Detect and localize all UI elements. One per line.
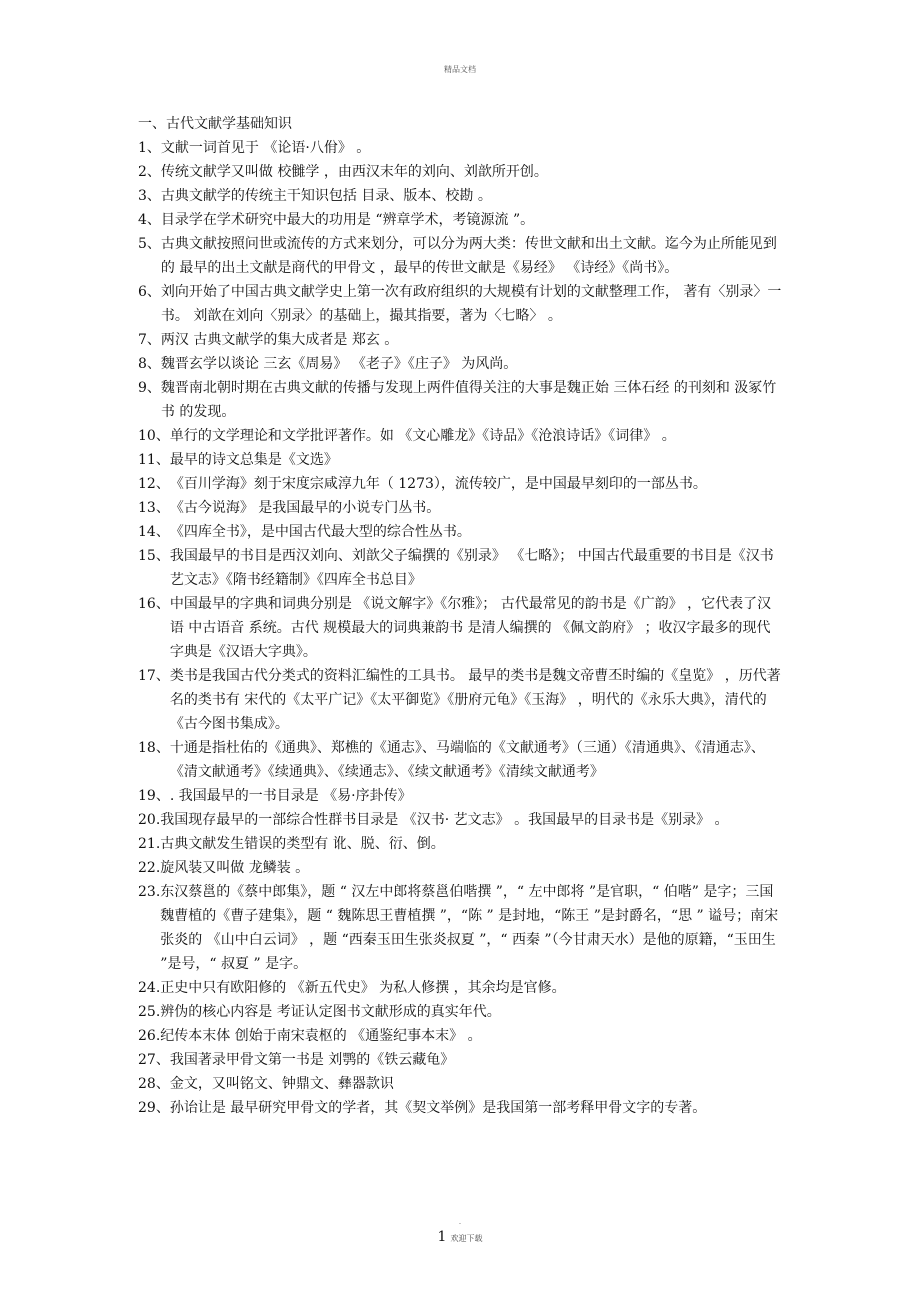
list-item [138, 208, 783, 232]
item-text: 东汉蔡邕的《蔡中郎集》，题 “ 汉左中郎将蔡邕伯喈撰 ”，“ 左中郎将 ”是官职，“ 伯喈” 是字；三国魏曹植的《曹子建集》，题 “ 魏陈思王曹植撰 ”，“陈 ” 是封地，“陈王 ”是封爵名，“思 ” 谥号；南宋张炎的 《山中白云词》 ，题 “西秦玉田生张炎叔夏 ”，“ 西秦 ”（今甘肃天水）是他的原籍，“玉田生 ”是号，“ 叔夏 ” 是字。 [160, 884, 779, 972]
list-item [138, 880, 783, 976]
list-item [138, 184, 783, 208]
item-number: 20. [138, 812, 161, 828]
item-number: 27、 [138, 1052, 170, 1068]
item-number: 19、 [138, 788, 170, 804]
list-item [138, 136, 783, 160]
list-item [138, 448, 783, 472]
item-text: 我国最早的书目是西汉刘向、刘歆父子编撰的《别录》 《七略》； 中国古代最重要的书目是《汉书艺文志》《隋书经籍制》《四库全书总目》 [169, 548, 774, 588]
item-number: 7、 [138, 332, 161, 348]
list-item [138, 280, 783, 328]
item-list [138, 136, 783, 1120]
section-title: 一、古代文献学基础知识 [138, 116, 292, 132]
item-text: 魏晋南北朝时期在古典文献的传播与发现上两件值得关注的大事是魏正始 三体石经 的刊刻和 汲冢竹书 的发现。 [160, 380, 777, 420]
item-text: 单行的文学理论和文学批评著作。如 《文心雕龙》《诗品》《沧浪诗话》《词律》 。 [169, 428, 676, 444]
list-item [138, 424, 783, 448]
item-text: 古典文献发生错误的类型有 讹、脱、衍、倒。 [160, 836, 445, 852]
item-text: 《古今说海》 是我国最早的小说专门丛书。 [169, 500, 441, 516]
list-item [138, 472, 783, 496]
item-number: 17、 [138, 668, 170, 684]
item-text: 目录学在学术研究中最大的功用是 “辨章学术，考镜源流 ”。 [160, 212, 535, 228]
list-item [138, 232, 783, 280]
list-item [138, 1072, 783, 1096]
item-text: 文献一词首见于 《论语·八佾》 。 [160, 140, 371, 156]
list-item [138, 976, 783, 1000]
list-item [138, 376, 783, 424]
item-text: 孙诒让是 最早研究甲骨文的学者，其《契文举例》是我国第一部考释甲骨文字的专著。 [169, 1100, 707, 1116]
item-text: 《百川学海》刻于宋度宗咸淳九年（ 1273），流传较广，是中国最早刻印的一部丛书。 [169, 476, 707, 492]
item-number: 15、 [138, 548, 170, 564]
item-text: 我国现存最早的一部综合性群书目录是 《汉书· 艺文志》 。我国最早的目录书是《别录》 。 [160, 812, 729, 828]
item-number: 18、 [138, 740, 170, 756]
list-item [138, 1048, 783, 1072]
list-item [138, 520, 783, 544]
item-text: 《四库全书》，是中国古代最大型的综合性丛书。 [169, 524, 471, 540]
item-text: 旋风装又叫做 龙鳞装 。 [160, 860, 310, 876]
item-number: 11、 [138, 452, 170, 468]
list-item [138, 544, 783, 592]
item-number: 26. [138, 1028, 161, 1044]
item-number: 25. [138, 1004, 161, 1020]
item-number: 24. [138, 980, 161, 996]
item-number: 16、 [138, 596, 170, 612]
page-footer [0, 1218, 920, 1245]
list-item [138, 1000, 783, 1024]
list-item [138, 1024, 783, 1048]
item-number: 13、 [138, 500, 170, 516]
list-item [138, 832, 783, 856]
item-number: 1、 [138, 140, 161, 156]
list-item [138, 808, 783, 832]
item-number: 29、 [138, 1100, 170, 1116]
item-text: 古典文献按照问世或流传的方式来划分，可以分为两大类：传世文献和出土文献。迄今为止所能见到的 最早的出土文献是商代的甲骨文 ，最早的传世文献是《易经》 《诗经》《尚书》。 [160, 236, 777, 276]
list-item [138, 784, 783, 808]
item-number: 28、 [138, 1076, 170, 1092]
item-text: 我国著录甲骨文第一书是 刘鹗的《铁云藏龟》 [169, 1052, 455, 1068]
item-text: 纪传本末体 创始于南宋袁枢的 《通鉴纪事本末》 。 [160, 1028, 482, 1044]
item-text: 金文，又叫铭文、钟鼎文、彝器款识 [169, 1076, 394, 1092]
footer-download-text: 欢迎下载 [450, 1234, 483, 1243]
list-item [138, 856, 783, 880]
item-text: 两汉 古典文献学的集大成者是 郑玄 。 [160, 332, 399, 348]
item-text: 魏晋玄学以谈论 三玄《周易》 《老子》《庄子》 为风尚。 [160, 356, 518, 372]
list-item [138, 328, 783, 352]
item-number: 9、 [138, 380, 161, 396]
item-text: 最早的诗文总集是《文选》 [169, 452, 338, 468]
item-number: 3、 [138, 188, 161, 204]
document-body [138, 112, 783, 1120]
item-number: 8、 [138, 356, 161, 372]
item-text: 十通是指杜佑的《通典》、郑樵的《通志》、马端临的《文献通考》（三通）《清通典》、《清通志》、《清文献通考》《续通典》、《续通志》、《续文献通考》《清续文献通考》 [169, 740, 765, 780]
list-item [138, 664, 783, 736]
item-text: 正史中只有欧阳修的 《新五代史》 为私人修撰 ，其余均是官修。 [160, 980, 566, 996]
item-text: 刘向开始了中国古典文献学史上第一次有政府组织的大规模有计划的文献整理工作， 著有〈别录〉一书。 刘歆在刘向〈别录〉的基础上，撮其指要，著为〈七略〉 。 [160, 284, 782, 324]
item-number: 4、 [138, 212, 161, 228]
item-number: 21. [138, 836, 161, 852]
item-number: 14、 [138, 524, 170, 540]
list-item [138, 1096, 783, 1120]
list-item [138, 592, 783, 664]
item-text: 传统文献学又叫做 校雠学 ，由西汉末年的刘向、刘歆所开创。 [160, 164, 548, 180]
list-item [138, 160, 783, 184]
item-number: 5、 [138, 236, 161, 252]
item-number: 2、 [138, 164, 161, 180]
item-text: 类书是我国古代分类式的资料汇编性的工具书。 最早的类书是魏文帝曹丕时编的《皇览》 ，历代著名的类书有 宋代的《太平广记》《太平御览》《册府元龟》《玉海》 ，明代的《永乐大典》，清代的《古今图书集成》。 [169, 668, 781, 732]
item-text: 辨伪的核心内容是 考证认定图书文献形成的真实年代。 [160, 1004, 501, 1020]
item-number: 22. [138, 860, 161, 876]
item-text: 古典文献学的传统主干知识包括 目录、版本、校勘 。 [160, 188, 492, 204]
footer-dot: . [458, 1218, 462, 1226]
item-number: 12、 [138, 476, 170, 492]
item-number: 23. [138, 884, 161, 900]
item-text: 中国最早的字典和词典分别是 《说文解字》《尔雅》； 古代最常见的韵书是《广韵》 ，它代表了汉语 中古语音 系统。古代 规模最大的词典兼韵书 是清人编撰的 《佩文韵府》 ；收汉字最多的现代字典是《汉语大字典》。 [169, 596, 772, 660]
item-number: 6、 [138, 284, 161, 300]
item-number: 10、 [138, 428, 170, 444]
list-item [138, 736, 783, 784]
page-number: 1 [437, 1229, 447, 1245]
list-item [138, 352, 783, 376]
item-text: . 我国最早的一书目录是 《易·序卦传》 [169, 788, 412, 804]
list-item [138, 496, 783, 520]
page-header: 精品文档 [444, 65, 476, 74]
